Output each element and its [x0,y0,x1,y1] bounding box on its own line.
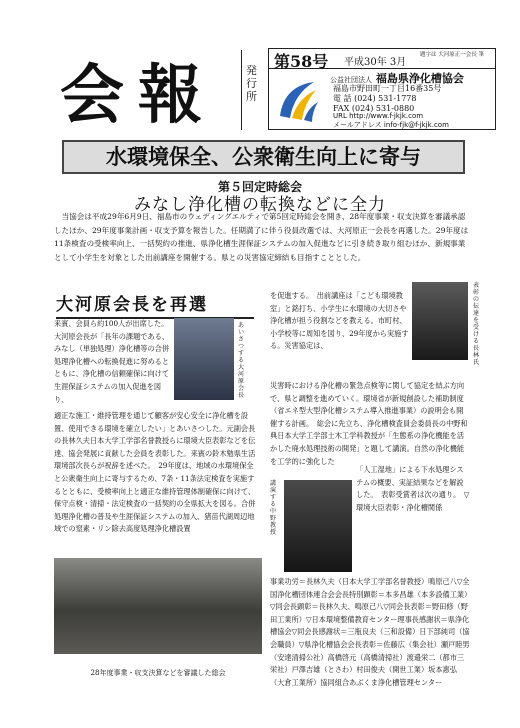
section-heading-reelection: 大河原会長を再選 [56,290,254,319]
article-right-para-3: 「人工湿地」による下水処理システムの概要、実証結果などを解説した。 表彰受賞者は次の通り。 ▽環境大臣表彰・浄化槽関係 [356,465,470,512]
masthead-title: 会報 [60,58,216,133]
org-url[interactable]: URL http://www.f-jkjk.com [333,112,424,120]
subheadline-meeting: 第５回定時総会 [217,180,302,194]
headline-banner: 水環境保全、公衆衛生向上に寄与 [62,140,465,174]
org-tel: 電 話 (024) 531-1778 [333,94,417,103]
issue-number: 第58号 [274,52,329,71]
photo-lecture-caption: 講演する中野教授 [270,480,277,536]
award-list: 事業功労＝長林久夫（日本大学工学部名誉教授）鳴原己八▽全国浄化槽団体連合会会長特別顕彰＝本多昌雄（本多設備工業）▽同会長顕彰＝長林久夫、鳴原己八▽同会長表彰＝野田修（野田工業所）▽日本環境整備教育センター理事長感謝状＝県浄化槽協会▽同会長感謝状＝三瓶良夫（三和設備）日下部純司（協会職員）▽県浄化槽協会会長表彰＝佐藤広（集会社）瀬戸睦男（安達清掃公社）高橋啓元（高橋清掃社）渡邉栄二（都市三栄社）戸澤吉雄（とさわ）村田俊夫（開世工業）坂本惠弘（大倉工業所）協同組合あぶくま浄化槽管理センター [270,577,470,687]
photo-award [412,282,468,360]
org-email[interactable]: メールアドレス info-fjk@f-jkjk.com [333,121,449,129]
org-fax: FAX (024) 531-0880 [333,104,415,113]
article-left-para-1: 来賓、会員ら約100人が出席した。大河原会長が「長年の課題である、みなし（単独処理）浄化槽等の合併処理浄化槽への転換促進に努めるとともに、浄化槽の信頼確保に向けて生涯保証システムの加入促進を図り、 [54,319,170,404]
photo-chairman [174,318,234,400]
subheadline-main: みなし浄化槽の転換などに全力 [134,195,386,215]
association-logo-icon [274,76,322,124]
issue-date: 平成30年 3月 [344,57,407,68]
photo-lecture [284,480,352,572]
photo-award-caption: 表彰の伝達を受ける長林氏 [473,282,480,366]
photo-chairman-caption: あいさつする大河原会長 [238,322,245,399]
title-calligraphy-note: 題字は 大河原正一会長 筆 [420,52,484,58]
article-right-para-1: を促進する。 出前講座は「こども環境教室」と銘打ち、小学生に水環境の大切さや浄化槽が担う役割などを教える。市町村、小学校等に周知を図り、29年度から実施する。災害協定は、 [270,291,409,351]
article-left-para-2: 適正な施工・維持管理を通じて顧客が安心安全に浄化槽を設置、使用できる環境を確立したい」とあいさつした。元副会長の長林久夫日本大学工学部名誉教授らに環境大臣表彰などを伝達、協会発展に貢献した会員を表彰した。来賓の鈴木勉県生活環境部次長らが祝辞を述べた。 29年度は、地域の水環境保全と公衆衛生向上に寄与するため、7条・11条法定検査を実施するとともに、受検率向上と適正な維持管理体制確保に向けて、保守点検・清掃・法定検査の一括契約の全県拡大を図る。合併処理浄化槽の普及や生涯保証システムの加入、猪苗代湖周辺地域での窒素・リン除去高度処理浄化槽設置 [54,411,256,534]
masthead-divider [241,50,242,130]
org-address: 福島市野田町一丁目16番35号 [333,84,442,93]
photo-general-meeting [54,558,262,654]
org-prefix: 公益社団法人 [330,76,372,84]
photo-general-meeting-caption: 28年度事業・収支決算などを審議した総会 [90,669,226,677]
org-name-text: 福島県浄化槽協会 [375,72,464,85]
article-right-para-2: 災害時における浄化槽の緊急点検等に関して協定を結ぶ方向で、県と調整を進めていく。環境省が新規創設した補助制度（省エネ型大型浄化槽システム導入推進事業）の説明会も開催する計画。 総会に先立ち、浄化槽検査員会委員長の中野和典日本大学工学部土木工学科教授が「生態系の浄化機能を活かした廃水処理技術の開発」と題して講演。自然の浄化機能を工学的に強化した [270,381,468,466]
org-web-block [333,112,449,130]
publisher-label: 発行所 [246,64,257,103]
org-address-block [333,84,441,114]
lead-paragraph: 当協会は平成29年6月9日、福島市のウェディングエルティで第5回定時総会を開き、28年度事業・収支決算を審議承認したほか、29年度事業計画・収支予算を報告した。任期満了に伴う役員改選では、大河原正一会長を再選した。29年度は11条検査の受検率向上、一括契約の推進、県浄化槽生涯保証システムの加入促進などに引き続き取り組むほか、新規事業として小学生を対象とした出前講座を開催する。県との災害協定締結も目指すこととした。 [54,212,469,262]
